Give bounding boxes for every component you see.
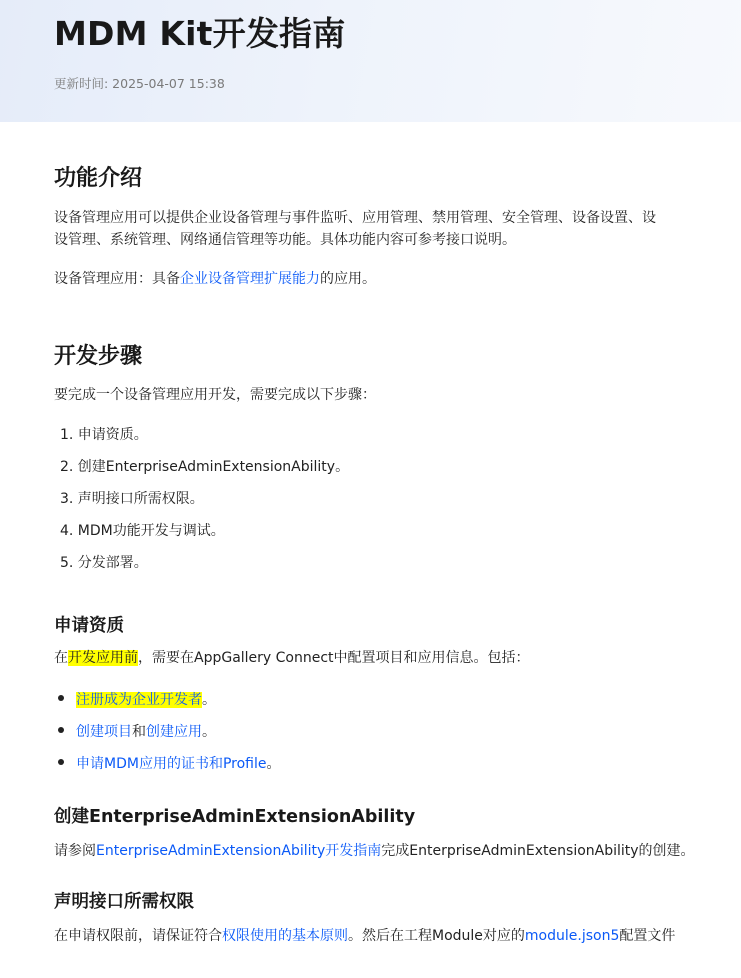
link-extension-dev-guide[interactable]: EnterpriseAdminExtensionAbility开发指南 xyxy=(96,843,382,859)
steps-list xyxy=(54,424,741,584)
update-time: 更新时间: 2025-04-07 15:38 xyxy=(54,76,225,91)
intro-line-2: 设管理、系统管理、网络通信管理等功能。具体功能内容可参考接口说明。 xyxy=(54,232,516,248)
definition-paragraph xyxy=(54,268,741,290)
article-content xyxy=(0,122,741,947)
definition-prefix: 设备管理应用：具备 xyxy=(54,271,180,287)
section-heading-intro: 功能介绍 xyxy=(54,166,143,191)
permissions-intro-prefix: 在申请权限前，请保证符合 xyxy=(54,928,222,944)
qualification-intro-suffix: ，需要在AppGallery Connect中配置项目和应用信息。包括： xyxy=(138,650,530,666)
link-enterprise-device-extension[interactable]: 企业设备管理扩展能力 xyxy=(180,271,320,287)
step-item: 5. 分发部署。 xyxy=(60,555,148,571)
permissions-intro-suffix: 配置文件 xyxy=(619,928,676,944)
subsection-heading-permissions: 声明接口所需权限 xyxy=(54,892,194,912)
permissions-intro xyxy=(54,925,741,947)
create-intro-suffix: 完成EnterpriseAdminExtensionAbility的创建。 xyxy=(381,843,695,859)
list-item-conjunction: 和 xyxy=(132,724,146,740)
subsection-declare-permissions xyxy=(54,890,741,947)
list-item-suffix: 。 xyxy=(202,692,216,708)
page-header xyxy=(0,0,741,122)
section-intro xyxy=(54,164,741,290)
steps-intro: 要完成一个设备管理应用开发，需要完成以下步骤： xyxy=(54,387,376,403)
section-steps xyxy=(54,342,741,584)
step-item: 2. 创建EnterpriseAdminExtensionAbility。 xyxy=(60,459,350,475)
subsection-qualification xyxy=(54,614,741,785)
link-register-enterprise-developer[interactable]: 注册成为企业开发者 xyxy=(76,692,202,708)
definition-suffix: 的应用。 xyxy=(320,271,376,287)
step-item: 3. 声明接口所需权限。 xyxy=(60,491,204,507)
link-module-json5[interactable]: module.json5 xyxy=(524,928,620,944)
subsection-heading-qualification: 申请资质 xyxy=(54,616,124,636)
bullet-icon xyxy=(58,727,64,733)
section-heading-steps: 开发步骤 xyxy=(54,344,143,369)
step-item: 4. MDM功能开发与调试。 xyxy=(60,523,225,539)
list-item-suffix: 。 xyxy=(202,724,216,740)
create-extension-intro xyxy=(54,840,741,862)
list-item xyxy=(54,721,741,753)
bullet-icon xyxy=(58,695,64,701)
highlighted-text: 开发应用前 xyxy=(68,650,138,666)
qualification-intro xyxy=(54,647,741,669)
link-create-project[interactable]: 创建项目 xyxy=(76,724,132,740)
qualification-list xyxy=(54,689,741,785)
page-title: MDM Kit开发指南 xyxy=(54,14,346,53)
step-item: 1. 申请资质。 xyxy=(60,427,148,443)
link-mdm-certificate-profile[interactable]: 申请MDM应用的证书和Profile xyxy=(76,756,267,772)
bullet-icon xyxy=(58,759,64,765)
list-item-suffix: 。 xyxy=(266,756,281,772)
intro-paragraph xyxy=(54,207,741,251)
intro-line-1: 设备管理应用可以提供企业设备管理与事件监听、应用管理、禁用管理、安全管理、设备设置、设 xyxy=(54,210,656,226)
link-create-app[interactable]: 创建应用 xyxy=(146,724,202,740)
subsection-create-extension xyxy=(54,805,741,862)
permissions-intro-mid: 。然后在工程Module对应的 xyxy=(348,928,525,944)
qualification-intro-prefix: 在 xyxy=(54,650,68,666)
subsection-heading-create-extension: 创建EnterpriseAdminExtensionAbility xyxy=(54,807,416,827)
list-item xyxy=(54,689,741,721)
list-item xyxy=(54,753,741,785)
create-intro-prefix: 请参阅 xyxy=(54,843,96,859)
link-permission-principles[interactable]: 权限使用的基本原则 xyxy=(222,928,348,944)
